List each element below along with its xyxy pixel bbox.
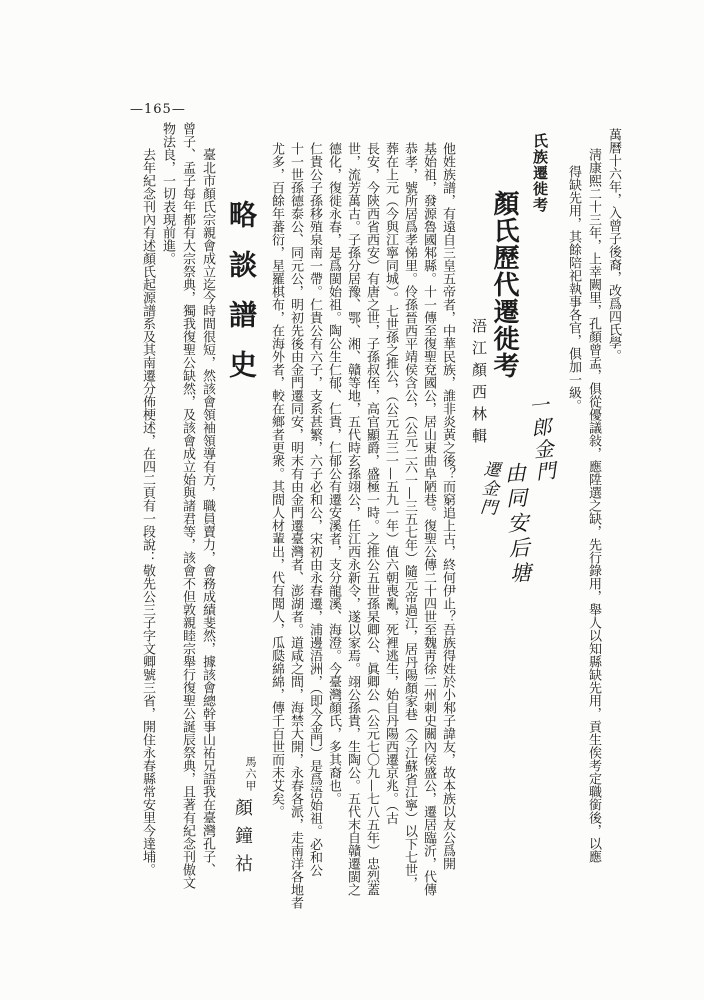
handwritten-note: 由同安后塘 bbox=[501, 461, 533, 588]
section-heading: 氏族遷徙考 bbox=[531, 133, 549, 213]
article2-author-name: 顏鐘祜 bbox=[232, 798, 253, 882]
page-number: —165— bbox=[130, 102, 186, 117]
previous-section-line: 得缺先用，其餘陪祀執事各官，俱加一級。 bbox=[566, 165, 581, 412]
body-column: 十一世孫德泰公、同元公，明初先後由金門遷同安，明末有由金門遷臺灣者、澎湖者。道咸之間，海禁大開，永春各派，走南洋各地者 bbox=[288, 142, 303, 909]
article-author: 浯江顏西林輯 bbox=[470, 318, 488, 450]
body-column: 曾子、孟子每年都有大宗祭典，獨我復聖公缺然，及該會成立始與諸君等，該會不但敦親睦宗舉行復聖公誕辰祭典，且著有紀念刊傲文 bbox=[180, 122, 195, 889]
body-column: 基始祖，發源魯國邾縣。十一傳至復聖兗國公，居山東曲阜陋巷。復聖公傳二十四世至魏靑徐二州刺史關內侯盛公，遷居臨沂，代傳 bbox=[421, 142, 436, 896]
body-column: 他姓族譜，有遠自三皇五帝者，中華民族，誰非炎黃之後？而窮追上古，終何伊止？吾族得姓於小邾子諱友，故本族以友公爲開 bbox=[440, 142, 455, 870]
handwritten-note: 遷金門 bbox=[475, 459, 501, 518]
body-column: 恭孝，號所居爲孝悌里。伶孫晉西平靖侯含公，（公元二六一—三五七年）隨元帝過江，居丹陽顏家巷（今江蘇省江寧）以下七世， bbox=[402, 142, 417, 890]
body-column: 去年紀念刊內有述顏氏起源譜系及其南遷分佈梗述，在四二頁有一段說：敬先公三子字文卿號三省，開住永春縣常安里今達埔。 bbox=[140, 148, 155, 876]
previous-section-line: 萬曆十六年，入曾子後裔，改爲四氏學。 bbox=[606, 128, 621, 362]
body-column: 長安，今陝西省西安）有唐之世，子孫叔侄，高官顯爵，盛極一時。之推公五世孫杲卿公、眞卿公（公元七〇九—七八五年）忠烈蓋 bbox=[364, 142, 379, 896]
article2-title: 略談譜史 bbox=[225, 200, 258, 400]
body-column: 臺北市顏氏宗親會成立迄今時間很短，然該會領袖領導有方，職員賣力，會務成績斐然，據該會總幹事山祐兄語我在臺灣孔子、 bbox=[200, 148, 215, 876]
previous-section-line: 淸康熙二十三年，上幸闕里，孔顏曾孟，俱從優議敍，應陞選之缺，先行錄用，舉人以知縣缺先用，貢生俟考定職銜後，以應 bbox=[586, 148, 601, 863]
body-column: 葬在上元（今與江寧同城）。七世孫之推公，（公元五三一—五九一年）值六朝喪亂，死裡逃生，始自丹陽西遷京兆。（古 bbox=[383, 142, 398, 825]
body-column: 世，流芳萬古。子孫分居豫、鄂、湘、贛等地，五代時玄孫翊公，任江西永新令，遂以家焉。翊公孫貴，生陶公。五代末自贛遷閩之 bbox=[345, 142, 360, 896]
article-title: 顏氏歷代遷徙考 bbox=[489, 190, 519, 379]
body-column: 德化，復徙永春，是爲閩始祖。陶公生仁郁、仁貴，仁郁公有遷安溪者，支分龍溪、海澄。今臺灣顏氏，多其裔也。 bbox=[326, 142, 341, 805]
body-column: 物法良，一切表現前進。 bbox=[160, 122, 175, 265]
body-column: 仁貴公子孫移殖泉南一帶。仁貴公有六子，支系甚繁，六子必和公，宋初由永春遷，浦邊浯洲，（即今金門）是爲浯始祖。必和公 bbox=[307, 142, 322, 877]
body-column: 尤多，百餘年蕃衍，星羅棋布，在海外者，較在鄉者更衆。其間人材輩出，代有聞人，瓜瓞綿綿，傳千百世而未艾矣。 bbox=[269, 142, 284, 818]
handwritten-note: 一郎金門 bbox=[524, 393, 558, 485]
article2-author-place: 馬六甲 bbox=[244, 756, 257, 792]
